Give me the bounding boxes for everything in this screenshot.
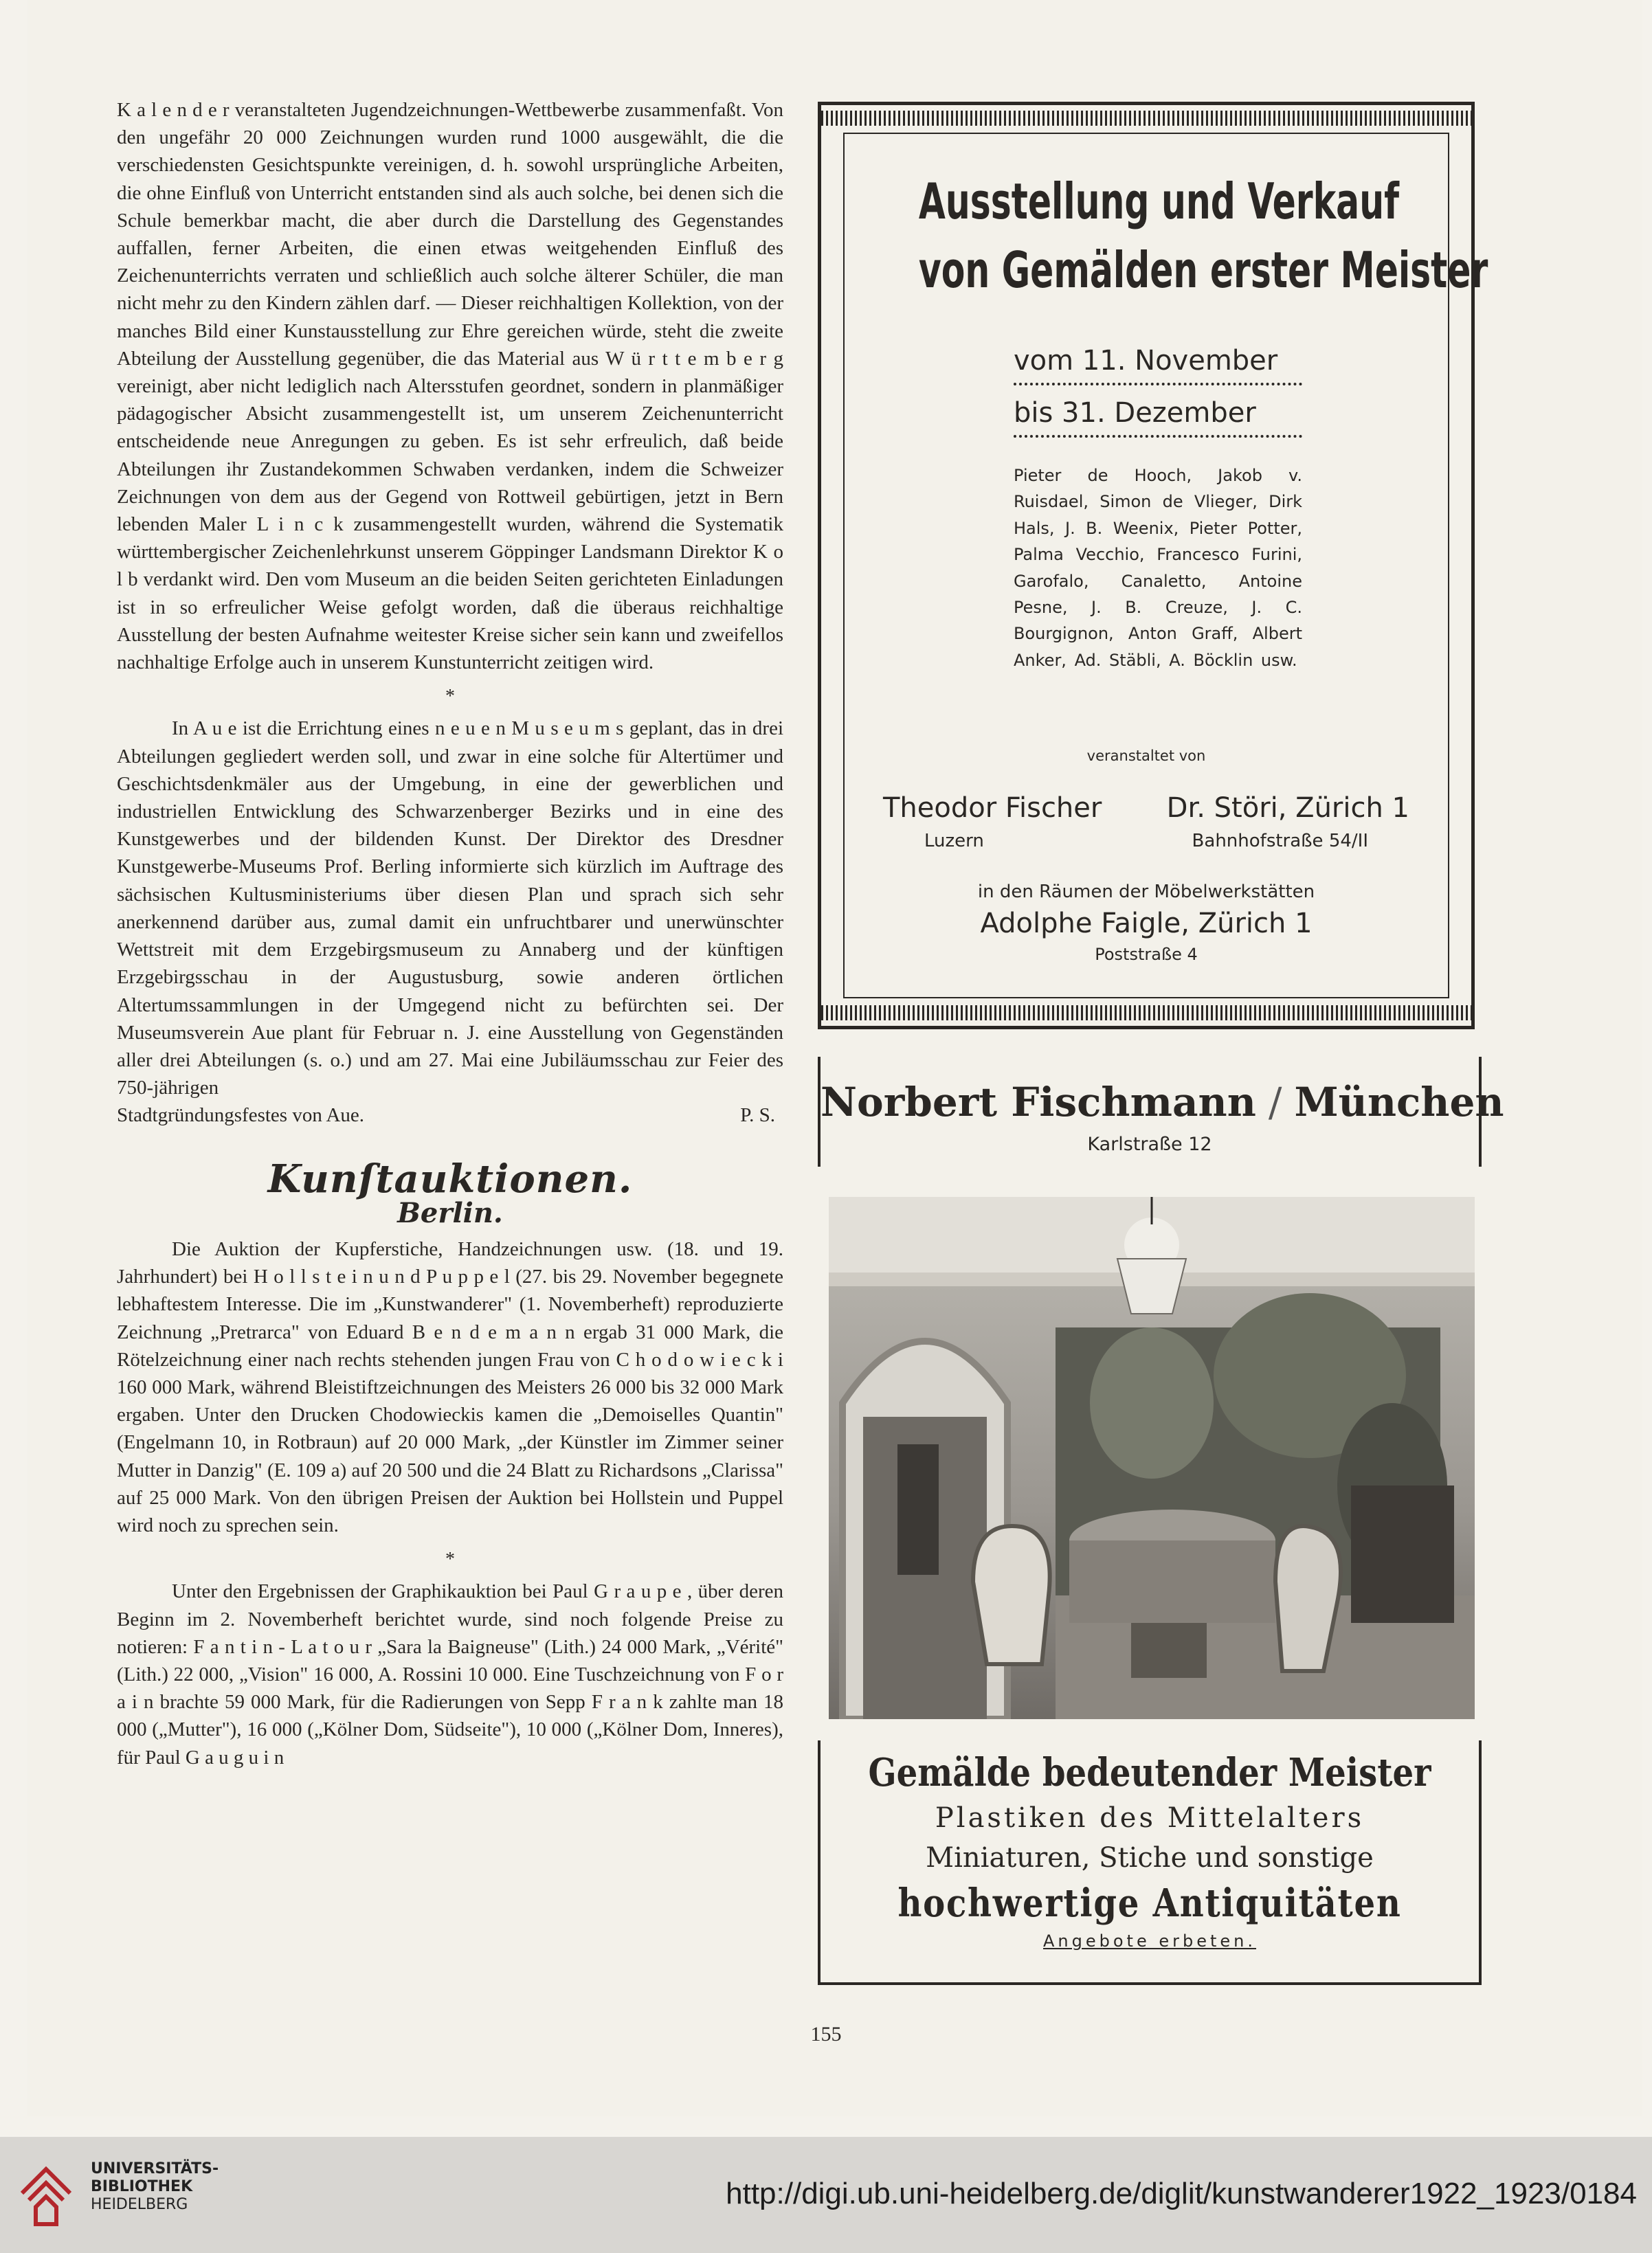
ad3-line-2: Plastiken des Mittelalters xyxy=(935,1802,1365,1834)
graupe-paragraph: Unter den Ergebnissen der Graphikauktion bei Paul G r a u p e , über deren Beginn im 2. Novemberheft berichtet wurde, sind noch folgende Preise zu notieren: F a n t i n - L a t o u r „Sara la Baigneuse" (Lith.) 24 000 Mark, „Vérité" (Lith.) 22 000, „Vision" 16 000, A. Rossini 10 000. Eine Tuschzeichnung von F o r a i n brachte 59 000 Mark, für die Radierungen von Sepp F r a n k zahlte man 18 000 („Mutter"), 16 000 („Kölner Dom, Südseite"), 10 000 („Kölner Dom, Inneres), für Paul G a u g u i n xyxy=(117,1580,783,1769)
dealers xyxy=(883,792,1409,851)
dealer-2-address: Bahnhofstraße 54/II xyxy=(1192,831,1368,851)
digitization-footer xyxy=(0,2137,1652,2253)
separator-slash: / xyxy=(1268,1079,1282,1125)
venue xyxy=(821,882,1471,964)
section-separator: * xyxy=(445,686,455,708)
artist-list: Pieter de Hooch, Jakob v. Ruisdael, Simon de Vlieger, Dirk Hals, J. B. Weenix, Pieter Potter, Palma Vecchio, Francesco Furini, Garofalo, Canaletto, Antoine Pesne, J. B. Creuze, J. C. Bourgignon, Anton Graff, Albert Anker, Ad. Stäbli, A. Böcklin usw. xyxy=(1014,466,1302,670)
berlin-paragraph: Die Auktion der Kupferstiche, Handzeichnungen usw. (18. und 19. Jahrhundert) bei H o l l s t e i n u n d P u p p e l (27. bis 29. November begegnete lebhaftestem Interesse. Die im „Kunstwanderer" (1. Novemberheft) reproduzierte Zeichnung „Pretrarca" von Eduard B e n d e m a n n ergab 31 000 Mark, die Rötelzeichnung einer nach rechts stehenden jungen Frau von C h o d o w i e c k i 160 000 Mark, während Bleistiftzeichnungen des Meisters 26 000 bis 32 000 Mark ergaben. Unter den Drucken Chodowieckis kamen die „Demoiselles Quantin" (Engelmann 10, in Rotbraun) auf 20 000 Mark, „der Künstler im Zimmer seiner Mutter in Danzig" (E. 109 a) auf 20 500 und die 24 Blatt zu Richardsons „Clarissa" auf 25 000 Mark. Von den übrigen Preisen der Auktion bei Hollstein und Puppel wird noch zu sprechen sein. xyxy=(117,1237,783,1536)
section-heading: Kunſtauktionen. xyxy=(267,1156,633,1202)
date-from: vom 11. November xyxy=(1014,339,1302,385)
decorative-border-top xyxy=(821,111,1471,126)
article-column xyxy=(117,96,783,1771)
exhibition-dates xyxy=(1014,339,1302,443)
dealer-1-city: Luzern xyxy=(924,831,984,851)
decorative-border-bottom xyxy=(821,1005,1471,1020)
headline-line-1: Ausstellung und Verkauf xyxy=(918,172,1400,230)
page-number: 155 xyxy=(810,2023,842,2045)
venue-line: in den Räumen der Möbelwerkstätten xyxy=(977,882,1315,902)
dealer-city: München xyxy=(1294,1079,1504,1125)
exhibition-headline xyxy=(918,167,1488,304)
date-to: bis 31. Dezember xyxy=(1014,391,1302,438)
organized-by-label: veranstaltet von xyxy=(1086,748,1206,764)
ad3-line-3: Miniaturen, Stiche und sonstige xyxy=(926,1842,1374,1874)
venue-address: Poststraße 4 xyxy=(1095,945,1198,964)
dealer-name: Norbert Fischmann xyxy=(821,1079,1256,1125)
section-subheading: Berlin. xyxy=(397,1196,503,1229)
aue-last-line: Stadtgründungsfestes von Aue. xyxy=(117,1104,365,1127)
antiques-advertisement xyxy=(818,1740,1482,1985)
interior-photograph xyxy=(829,1197,1475,1719)
dealer-1-name: Theodor Fischer xyxy=(883,792,1102,824)
fischmann-advertisement xyxy=(818,1057,1504,1167)
ad3-line-5: Angebote erbeten. xyxy=(1043,1931,1256,1951)
source-url-link[interactable]: http://digi.ub.uni-heidelberg.de/diglit/kunstwanderer1922_1923/0184 xyxy=(726,2177,1637,2210)
exhibition-advertisement xyxy=(818,102,1488,1029)
ad3-line-1: Gemälde bedeutender Meister xyxy=(868,1750,1431,1795)
venue-company: Adolphe Faigle, Zürich 1 xyxy=(980,908,1313,939)
headline-line-2: von Gemälden erster Meister xyxy=(918,241,1488,299)
intro-paragraph: K a l e n d e r veranstalteten Jugendzeichnungen-Wettbewerbe zusammenfaßt. Von den ungefähr 20 000 Zeichnungen wurden rund 1000 ausgewählt, die die verschiedensten Gesichtspunkte vereinigen, d. h. sowohl ursprüngliche Arbeiten, die ohne Einfluß von Unterricht entstanden sind als auch solche, bei denen sich die Schule bemerkbar macht, die aber durch die Darstellung des Gegenstandes auffallen, ferner Arbeiten, die einen etwas weitgehenden Einfluß des Zeichenunterrichts verraten und schließlich auch solche älterer Schüler, die man nicht mehr zu den Kindern zählen darf. — Dieser reichhaltigen Kollektion, von der manches Bild einer Kunstausstellung zur Ehre gereichen würde, steht die zweite Abteilung der Ausstellung gegenüber, die das Material aus W ü r t t e m b e r g vereinigt, aber nicht lediglich nach Altersstufen geordnet, sondern in planmäßiger pädagogischer Absicht zusammengestellt ist, um unserem Zeichenunterricht entscheidende neue Anregungen zu geben. Es ist sehr erfreulich, daß beide Abteilungen ihr Zustandekommen Schwaben verdanken, indem die Schweizer Zeichnungen von dem aus der Gegend von Rottweil gebürtigen, jetzt in Bern lebenden Maler L i n c k zusammengestellt wurden, während die Systematik württembergischer Zeichenlehrkunst unserem Göppinger Landsmann Direktor K o l b verdankt wird. Den vom Museum an die beiden Seiten gerichteten Einladungen ist in so erfreulicher Weise gefolgt worden, daß die überaus reichhaltige Ausstellung der besten Aufnahme weitester Kreise sicher sein kann und zweifellos nachhaltige Erfolge auch in unserem Kunstunterricht zeitigen wird. xyxy=(117,99,783,674)
author-signature: P. S. xyxy=(740,1104,775,1127)
ad3-line-4: hochwertige Antiquitäten xyxy=(897,1881,1402,1926)
section-separator-2: * xyxy=(445,1549,455,1571)
dealer-2-name: Dr. Störi, Zürich 1 xyxy=(1166,792,1409,824)
aue-paragraph: In A u e ist die Errichtung eines n e u e n M u s e u m s geplant, das in drei Abteilungen gegliedert werden soll, und zwar in eine solche für Altertümer und Geschichtsdenkmäler aus der Umgebung, in eine der gewerblichen und industriellen Entwicklung des Schwarzenberger Bezirks und in eine des Kunstgewerbes und der bildenden Kunst. Der Direktor des Dresdner Kunstgewerbe-Museums Prof. Berling informierte sich kürzlich im Auftrage des sächsischen Kultusministeriums über diesen Plan und sprach sich sehr anerkennend darüber aus, zumal damit ein unfruchtbarer und unerwünschter Wettstreit mit dem Erzgebirgsmuseum zu Annaberg und der künftigen Erzgebirgsschau in der Augustusburg, sowie anderen örtlichen Altertumssammlungen in der Umgegend nicht zu befürchten sei. Der Museumsverein Aue plant für Februar n. J. eine Ausstellung von Gegenständen aller drei Abteilungen (s. o.) und am 27. Mai eine Jubiläumsschau zur Feier des 750-jährigen xyxy=(117,717,783,1099)
dealer-address: Karlstraße 12 xyxy=(1087,1134,1212,1155)
fischmann-headline xyxy=(821,1079,1504,1125)
library-logo-icon xyxy=(15,2152,77,2228)
library-line-1: UNIVERSITÄTS- xyxy=(91,2160,219,2177)
aue-closing-line xyxy=(117,1101,783,1129)
library-line-3: HEIDELBERG xyxy=(91,2196,188,2213)
library-name xyxy=(91,2160,219,2214)
library-line-2: BIBLIOTHEK xyxy=(91,2178,193,2195)
